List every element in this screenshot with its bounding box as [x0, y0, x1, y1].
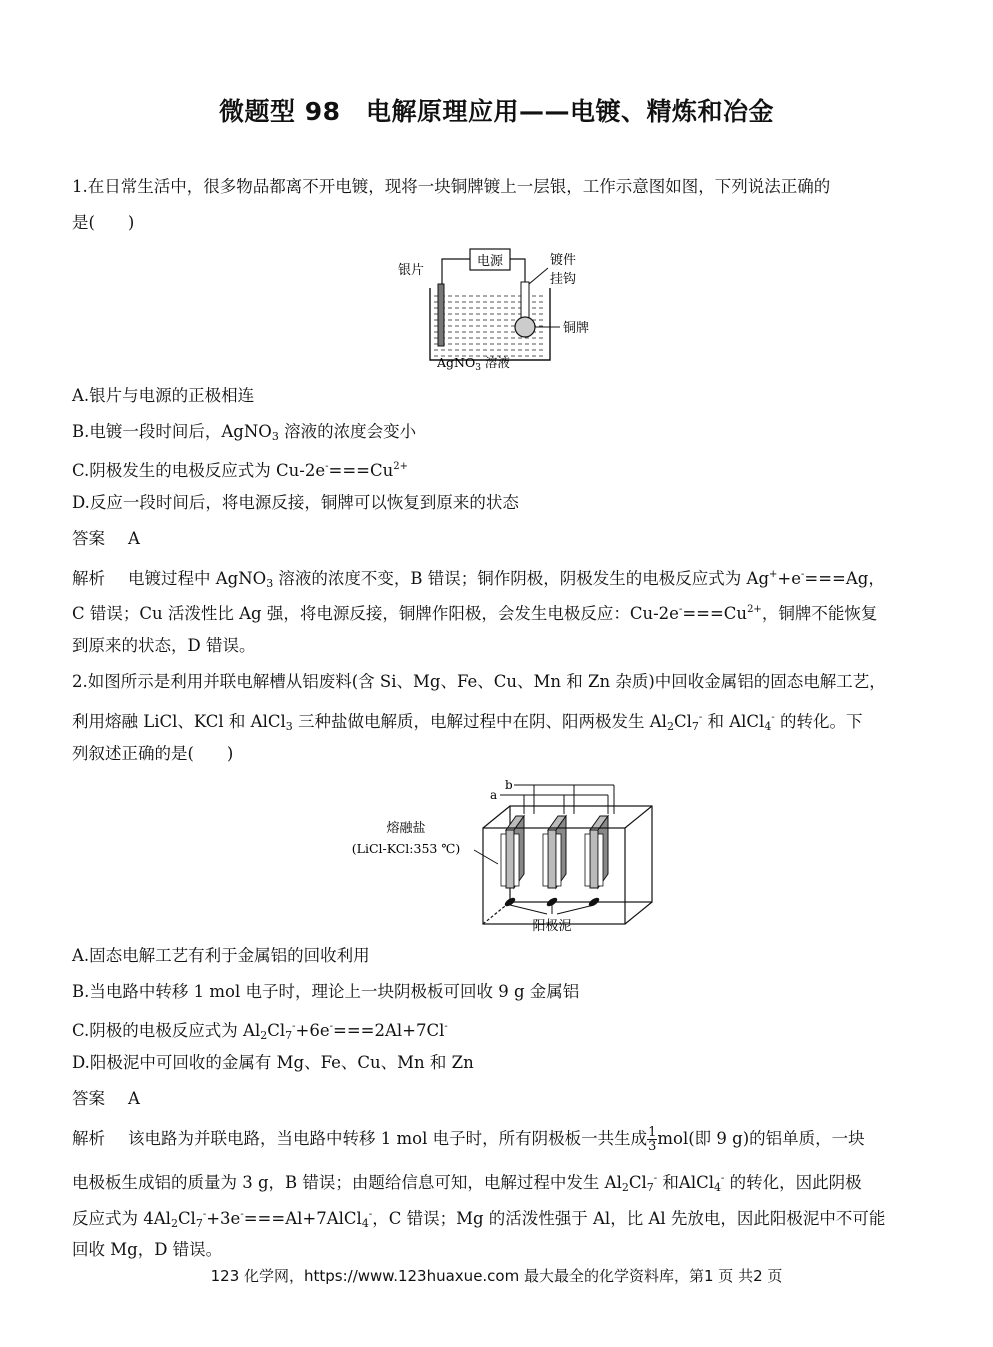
q2-stem-line-2: 利用熔融 LiCl、KCl 和 AlCl$_3$ 三种盐做电解质，电解过程中在阴、阳两极发生 $Al_2Cl_7^-$ 和 AlCl$_4$- 的转化。下 — [72, 712, 863, 733]
hook-label-2: 挂钩 — [550, 272, 577, 287]
q1-explanation-line-2: C 错误；Cu 活泼性比 Ag 强，将电源反接，铜牌作阳极，会发生电极反应：$Cu-2e^-===Cu^{2+}$，铜牌不能恢复 — [72, 604, 878, 623]
power-source-label: 电源 — [476, 254, 504, 269]
q2-explanation-line-1: 解析 该电路为并联电路，当电路中转移 1 mol 电子时，所有阴极板一共生成 $\frac{1}{3}$ mol(即 9 g)的铝单质，一块 — [72, 1125, 865, 1154]
q1-answer: 答案 A — [72, 529, 140, 548]
q2-stem-line-1: 2.如图所示是利用并联电解槽从铝废料(含 Si、Mg、Fe、Cu、Mn 和 Zn 杂质)中回收金属铝的固态电解工艺， — [72, 672, 886, 691]
silver-plate — [438, 284, 444, 346]
fraction-one-third: $\frac{1}{3}$ — [648, 1125, 657, 1154]
electrode-plate-1 — [501, 816, 524, 888]
terminal-b-label: b — [505, 778, 513, 792]
q2-option-a: A.固态电解工艺有利于金属铝的回收利用 — [72, 946, 370, 965]
q2-option-c: C.阴极的电极反应式为 $Al_2Cl_7^-+6e^-===2Al+7Cl^-$ — [72, 1021, 448, 1042]
q2-stem-line-3: 列叙述正确的是( ) — [72, 744, 234, 763]
molten-salt-composition: (LiCl-KCl:353 ℃) — [351, 841, 461, 856]
q1-option-b: B.电镀一段时间后，AgNO$_3$ 溶液的浓度会变小 — [72, 422, 417, 443]
q1-explanation-line-3: 到原来的状态，D 错误。 — [72, 636, 256, 655]
copper-plate-label: 铜牌 — [563, 321, 590, 336]
q2-option-d: D.阳极泥中可回收的金属有 Mg、Fe、Cu、Mn 和 Zn — [72, 1053, 474, 1072]
q2-electrolysis-figure — [338, 778, 658, 936]
q1-option-d: D.反应一段时间后，将电源反接，铜牌可以恢复到原来的状态 — [72, 493, 519, 512]
solution-label: AgNO$_3$ 溶液 — [437, 355, 510, 372]
q1-option-c: C.阴极发生的电极反应式为 $Cu-2e^-===Cu^{2+}$ — [72, 461, 408, 480]
plating-hook — [521, 282, 529, 320]
q2-option-b: B.当电路中转移 1 mol 电子时，理论上一块阴极板可回收 9 g 金属铝 — [72, 982, 580, 1001]
q2-explanation-line-2: 电极板生成铝的质量为 3 g，B 错误；由题给信息可知，电解过程中发生 $Al_2Cl_7^-$ 和AlCl$_4$- 的转化，因此阴极 — [72, 1173, 862, 1194]
hook-leader — [529, 268, 548, 284]
wire-left — [442, 259, 470, 286]
copper-plate — [515, 317, 535, 337]
molten-salt-label: 熔融盐 — [386, 821, 426, 836]
wire-right — [510, 259, 525, 284]
salt-leader — [474, 850, 498, 864]
q2-explanation-line-3: 反应式为 $4Al_2Cl_7^-+3e^-===Al+7AlCl_4^-$，C 错误；Mg 的活泼性强于 Al，比 Al 先放电，因此阳极泥中不可能 — [72, 1209, 886, 1230]
silver-plate-label: 银片 — [398, 263, 425, 278]
q2-answer: 答案 A — [72, 1089, 140, 1108]
q1-explanation-line-1: 解析 电镀过程中 AgNO$_3$ 溶液的浓度不变，B 错误；铜作阴极，阴极发生的电极反应式为 Ag++e-===Ag， — [72, 569, 885, 590]
tank-back — [510, 806, 652, 902]
q1-electroplating-figure — [392, 244, 612, 372]
terminal-a-label: a — [490, 788, 498, 802]
q2-explanation-line-4: 回收 Mg，D 错误。 — [72, 1240, 223, 1259]
page-title: 微题型 98 电解原理应用——电镀、精炼和冶金 — [219, 97, 774, 126]
q1-option-a: A.银片与电源的正极相连 — [72, 386, 255, 405]
q1-stem-line-1: 1.在日常生活中，很多物品都离不开电镀，现将一块铜牌镀上一层银，工作示意图如图，下列说法正确的 — [72, 177, 831, 196]
page-footer: 123 化学网，https://www.123huaxue.com 最大最全的化学资料库，第1 页 共2 页 — [210, 1267, 783, 1285]
anode-mud-label: 阳极泥 — [532, 919, 572, 934]
q1-stem-line-2: 是( ) — [72, 213, 135, 232]
hook-label-1: 镀件 — [550, 253, 577, 268]
